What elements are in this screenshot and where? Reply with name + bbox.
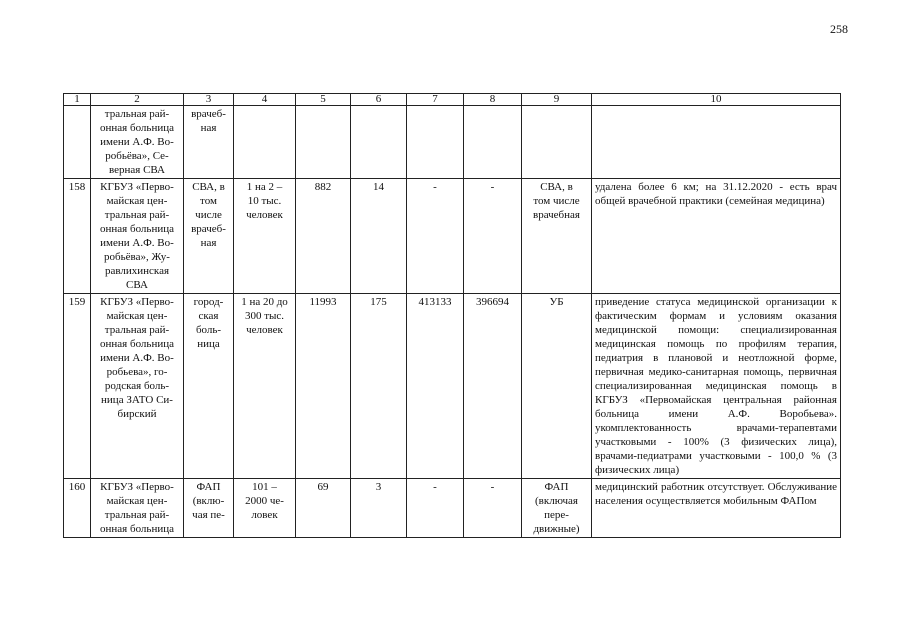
children: 175 — [351, 294, 407, 479]
table-row — [64, 294, 841, 479]
row-number: 158 — [64, 179, 91, 294]
col-header-6: 6 — [351, 94, 407, 106]
row-number — [64, 106, 91, 179]
category — [522, 106, 592, 179]
service-norm: 1 на 2 – 10 тыс. человек — [234, 179, 296, 294]
col-header-4: 4 — [234, 94, 296, 106]
facility-name: КГБУЗ «Перво- майская цен- тральная рай- онная больница имени А.Ф. Во- робьёва», Жу- равлихинская СВА — [91, 179, 184, 294]
facility-name: тральная рай- онная больница имени А.Ф. Во- робьёва», Се- верная СВА — [91, 106, 184, 179]
service-norm: 1 на 20 до 300 тыс. человек — [234, 294, 296, 479]
service-norm: 101 – 2000 че- ловек — [234, 479, 296, 538]
facility-type: СВА, в том числе врачеб- ная — [184, 179, 234, 294]
facility-table — [63, 93, 841, 538]
col7-value: 413133 — [407, 294, 464, 479]
population: 11993 — [296, 294, 351, 479]
table-row — [64, 479, 841, 538]
facility-type: город- ская боль- ница — [184, 294, 234, 479]
children: 14 — [351, 179, 407, 294]
category: СВА, в том числе врачебная — [522, 179, 592, 294]
facility-name: КГБУЗ «Перво- майская цен- тральная рай- онная больница — [91, 479, 184, 538]
children — [351, 106, 407, 179]
population: 882 — [296, 179, 351, 294]
facility-type: врачеб- ная — [184, 106, 234, 179]
population — [296, 106, 351, 179]
col-header-8: 8 — [464, 94, 522, 106]
col-header-5: 5 — [296, 94, 351, 106]
category: ФАП (включая пере- движные) — [522, 479, 592, 538]
col7-value: - — [407, 479, 464, 538]
col7-value — [407, 106, 464, 179]
notes: удалена более 6 км; на 31.12.2020 - есть врач общей врачебной практики (семейная медицина) — [592, 179, 841, 294]
col8-value: - — [464, 479, 522, 538]
col-header-7: 7 — [407, 94, 464, 106]
col8-value: 396694 — [464, 294, 522, 479]
col-header-1: 1 — [64, 94, 91, 106]
table-row — [64, 106, 841, 179]
notes: медицинский работник отсутствует. Обслуживание населения осуществляется мобильным ФАПом — [592, 479, 841, 538]
col-header-9: 9 — [522, 94, 592, 106]
col-header-2: 2 — [91, 94, 184, 106]
col-header-10: 10 — [592, 94, 841, 106]
row-number: 159 — [64, 294, 91, 479]
table-row — [64, 179, 841, 294]
col8-value — [464, 106, 522, 179]
notes — [592, 106, 841, 179]
col-header-3: 3 — [184, 94, 234, 106]
page-number: 258 — [830, 22, 848, 36]
category: УБ — [522, 294, 592, 479]
children: 3 — [351, 479, 407, 538]
facility-name: КГБУЗ «Перво- майская цен- тральная рай- онная больница имени А.Ф. Во- робьева», го- родская боль- ница ЗАТО Си- бирский — [91, 294, 184, 479]
facility-type: ФАП (вклю- чая пе- — [184, 479, 234, 538]
notes: приведение статуса медицинской организации к фактическим формам и условиям оказания медицинской помощи: специализированная медицинская помощь по профилям терапия, педиатрия в плановой и неотложной форме, первичная медико-санитарная помощь, первичная специализированная медицинская помощь в КГБУЗ «Первомайская центральная районная больница имени А.Ф. Воробьева». укомплектованность врачами-терапевтами участковыми - 100% (3 физических лица), врачами-педиатрами участковыми - 100,0 % (3 физических лица) — [592, 294, 841, 479]
col8-value: - — [464, 179, 522, 294]
row-number: 160 — [64, 479, 91, 538]
population: 69 — [296, 479, 351, 538]
service-norm — [234, 106, 296, 179]
header-row — [64, 94, 841, 106]
col7-value: - — [407, 179, 464, 294]
